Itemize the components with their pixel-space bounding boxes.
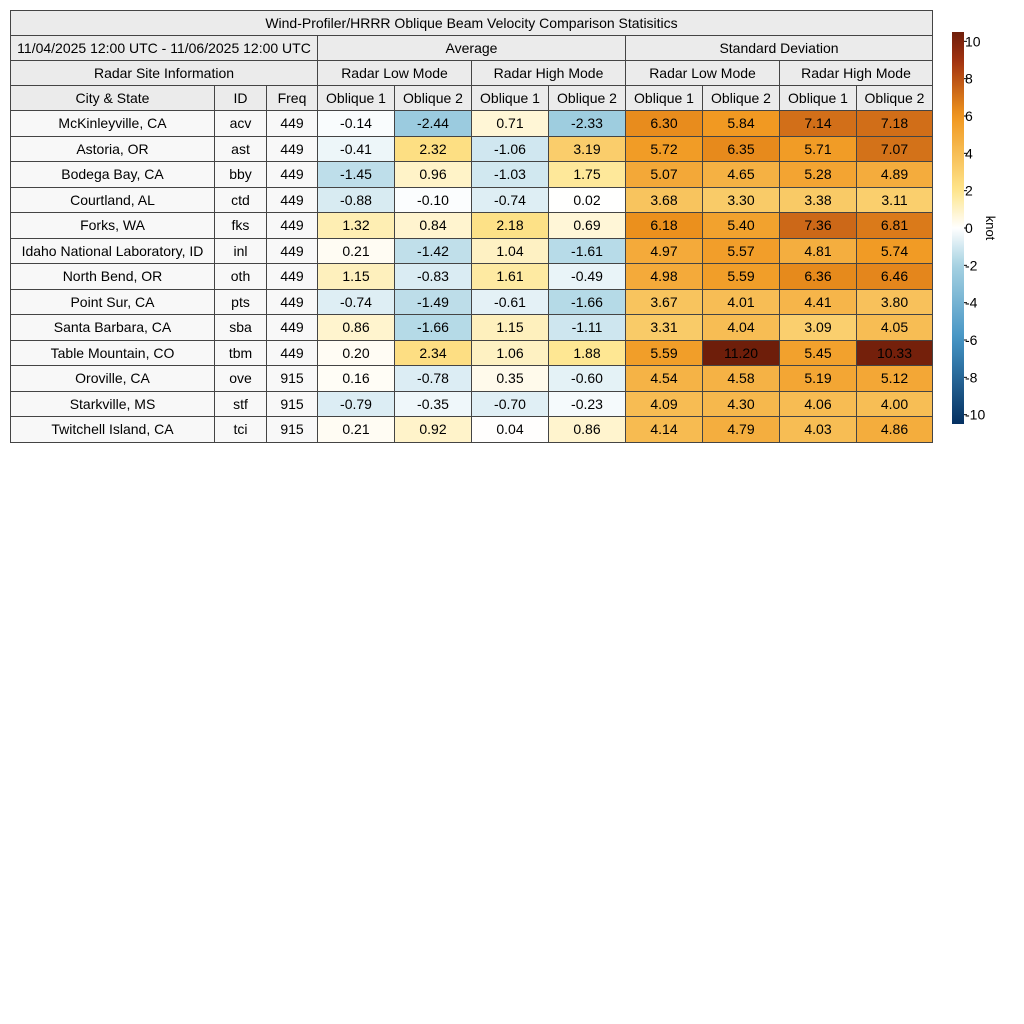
value-cell: -1.61 <box>549 238 626 264</box>
colorbar-tick-label: -8 <box>965 369 978 386</box>
value-cell: 5.84 <box>703 111 780 137</box>
value-cell: 6.81 <box>857 213 933 239</box>
table-row <box>11 289 933 315</box>
site-city: Courtland, AL <box>11 187 215 213</box>
site-id: fks <box>215 213 267 239</box>
mode-header: Radar Low Mode <box>318 61 472 86</box>
value-cell: 0.86 <box>318 315 395 341</box>
value-cell: 0.02 <box>549 187 626 213</box>
value-cell: -1.66 <box>395 315 472 341</box>
site-freq: 449 <box>267 264 318 290</box>
average-header: Average <box>318 36 626 61</box>
value-cell: 3.30 <box>703 187 780 213</box>
site-city: Idaho National Laboratory, ID <box>11 238 215 264</box>
value-cell: 0.21 <box>318 417 395 443</box>
site-freq: 449 <box>267 340 318 366</box>
value-cell: -1.42 <box>395 238 472 264</box>
value-cell: 1.15 <box>318 264 395 290</box>
value-cell: 7.36 <box>780 213 857 239</box>
value-cell: 6.30 <box>626 111 703 137</box>
value-cell: 1.06 <box>472 340 549 366</box>
table-row <box>11 213 933 239</box>
value-cell: 4.97 <box>626 238 703 264</box>
value-cell: 3.68 <box>626 187 703 213</box>
colorbar-tick-label: -2 <box>965 257 978 274</box>
site-city: North Bend, OR <box>11 264 215 290</box>
value-cell: 3.80 <box>857 289 933 315</box>
table-row <box>11 417 933 443</box>
value-cell: 1.61 <box>472 264 549 290</box>
site-city: Oroville, CA <box>11 366 215 392</box>
site-info-header: Radar Site Information <box>11 61 318 86</box>
value-cell: -0.74 <box>472 187 549 213</box>
value-cell: 3.09 <box>780 315 857 341</box>
column-header: Oblique 2 <box>703 86 780 111</box>
stats-table <box>10 10 933 443</box>
value-cell: 0.20 <box>318 340 395 366</box>
colorbar-tick-label: 0 <box>965 220 973 236</box>
value-cell: 4.05 <box>857 315 933 341</box>
value-cell: 5.72 <box>626 136 703 162</box>
value-cell: 5.12 <box>857 366 933 392</box>
site-id: pts <box>215 289 267 315</box>
mode-header: Radar Low Mode <box>626 61 780 86</box>
site-city: Astoria, OR <box>11 136 215 162</box>
site-id: inl <box>215 238 267 264</box>
value-cell: 4.41 <box>780 289 857 315</box>
column-header: ID <box>215 86 267 111</box>
value-cell: -0.23 <box>549 391 626 417</box>
value-cell: 5.59 <box>626 340 703 366</box>
mode-header: Radar High Mode <box>472 61 626 86</box>
value-cell: 5.59 <box>703 264 780 290</box>
column-header: Oblique 2 <box>549 86 626 111</box>
table-title: Wind-Profiler/HRRR Oblique Beam Velocity Comparison Statisitics <box>11 11 933 36</box>
value-cell: 5.40 <box>703 213 780 239</box>
value-cell: 7.18 <box>857 111 933 137</box>
site-id: tci <box>215 417 267 443</box>
std-dev-header: Standard Deviation <box>626 36 933 61</box>
value-cell: -0.70 <box>472 391 549 417</box>
column-header: City & State <box>11 86 215 111</box>
value-cell: 4.04 <box>703 315 780 341</box>
site-id: tbm <box>215 340 267 366</box>
table-row <box>11 136 933 162</box>
value-cell: 4.86 <box>857 417 933 443</box>
colorbar-tick-label: 6 <box>965 108 973 124</box>
table-row <box>11 315 933 341</box>
site-freq: 449 <box>267 111 318 137</box>
period-label: 11/04/2025 12:00 UTC - 11/06/2025 12:00 UTC <box>11 36 318 61</box>
colorbar-tick-label: 2 <box>965 182 973 199</box>
value-cell: 5.28 <box>780 162 857 188</box>
value-cell: -0.74 <box>318 289 395 315</box>
site-city: Santa Barbara, CA <box>11 315 215 341</box>
table-body <box>11 111 933 443</box>
site-freq: 915 <box>267 366 318 392</box>
value-cell: 10.33 <box>857 340 933 366</box>
value-cell: 2.34 <box>395 340 472 366</box>
value-cell: -0.10 <box>395 187 472 213</box>
value-cell: 1.04 <box>472 238 549 264</box>
colorbar-tick-label: -4 <box>965 294 978 311</box>
site-freq: 449 <box>267 136 318 162</box>
column-header: Oblique 1 <box>780 86 857 111</box>
column-header: Freq <box>267 86 318 111</box>
value-cell: -0.41 <box>318 136 395 162</box>
colorbar-tick-label: -6 <box>965 332 978 348</box>
value-cell: -0.60 <box>549 366 626 392</box>
colorbar <box>948 28 1018 438</box>
table-row <box>11 340 933 366</box>
value-cell: 4.98 <box>626 264 703 290</box>
site-freq: 449 <box>267 315 318 341</box>
value-cell: 0.04 <box>472 417 549 443</box>
value-cell: 0.71 <box>472 111 549 137</box>
site-id: ove <box>215 366 267 392</box>
colorbar-tick-label: 4 <box>965 145 973 162</box>
site-id: acv <box>215 111 267 137</box>
column-header: Oblique 1 <box>318 86 395 111</box>
table-row <box>11 264 933 290</box>
value-cell: -0.61 <box>472 289 549 315</box>
value-cell: 2.18 <box>472 213 549 239</box>
site-freq: 449 <box>267 289 318 315</box>
site-city: Forks, WA <box>11 213 215 239</box>
site-city: Point Sur, CA <box>11 289 215 315</box>
value-cell: 0.84 <box>395 213 472 239</box>
colorbar-tick-label: 8 <box>965 70 973 87</box>
value-cell: 1.75 <box>549 162 626 188</box>
value-cell: 4.03 <box>780 417 857 443</box>
value-cell: 6.35 <box>703 136 780 162</box>
value-cell: 3.31 <box>626 315 703 341</box>
value-cell: -1.49 <box>395 289 472 315</box>
table-row <box>11 366 933 392</box>
column-header: Oblique 1 <box>472 86 549 111</box>
value-cell: -1.06 <box>472 136 549 162</box>
site-id: oth <box>215 264 267 290</box>
value-cell: -0.88 <box>318 187 395 213</box>
value-cell: -1.03 <box>472 162 549 188</box>
value-cell: 0.86 <box>549 417 626 443</box>
value-cell: 0.21 <box>318 238 395 264</box>
site-freq: 449 <box>267 187 318 213</box>
site-freq: 915 <box>267 417 318 443</box>
value-cell: -0.49 <box>549 264 626 290</box>
value-cell: 5.57 <box>703 238 780 264</box>
value-cell: 5.07 <box>626 162 703 188</box>
site-city: Twitchell Island, CA <box>11 417 215 443</box>
value-cell: 5.74 <box>857 238 933 264</box>
site-city: Bodega Bay, CA <box>11 162 215 188</box>
value-cell: 0.69 <box>549 213 626 239</box>
value-cell: -2.33 <box>549 111 626 137</box>
value-cell: 6.18 <box>626 213 703 239</box>
value-cell: 4.89 <box>857 162 933 188</box>
value-cell: 5.71 <box>780 136 857 162</box>
value-cell: -0.83 <box>395 264 472 290</box>
value-cell: 11.20 <box>703 340 780 366</box>
site-freq: 449 <box>267 162 318 188</box>
table-row <box>11 111 933 137</box>
value-cell: 1.15 <box>472 315 549 341</box>
mode-header: Radar High Mode <box>780 61 933 86</box>
value-cell: 4.01 <box>703 289 780 315</box>
site-freq: 449 <box>267 213 318 239</box>
site-id: ctd <box>215 187 267 213</box>
value-cell: 1.32 <box>318 213 395 239</box>
value-cell: 4.14 <box>626 417 703 443</box>
column-header-row <box>11 86 933 111</box>
value-cell: -2.44 <box>395 111 472 137</box>
table-row <box>11 238 933 264</box>
value-cell: -1.11 <box>549 315 626 341</box>
site-id: ast <box>215 136 267 162</box>
site-freq: 449 <box>267 238 318 264</box>
value-cell: 7.14 <box>780 111 857 137</box>
value-cell: 0.96 <box>395 162 472 188</box>
column-header: Oblique 2 <box>395 86 472 111</box>
site-city: Table Mountain, CO <box>11 340 215 366</box>
value-cell: -0.78 <box>395 366 472 392</box>
value-cell: 6.46 <box>857 264 933 290</box>
value-cell: 0.16 <box>318 366 395 392</box>
site-id: sba <box>215 315 267 341</box>
value-cell: 4.79 <box>703 417 780 443</box>
value-cell: 0.35 <box>472 366 549 392</box>
colorbar-label: knot <box>983 215 998 241</box>
value-cell: 3.38 <box>780 187 857 213</box>
value-cell: 4.81 <box>780 238 857 264</box>
site-city: McKinleyville, CA <box>11 111 215 137</box>
value-cell: -1.45 <box>318 162 395 188</box>
table-row <box>11 162 933 188</box>
value-cell: -0.35 <box>395 391 472 417</box>
site-city: Starkville, MS <box>11 391 215 417</box>
value-cell: -0.14 <box>318 111 395 137</box>
value-cell: -0.79 <box>318 391 395 417</box>
value-cell: 3.19 <box>549 136 626 162</box>
value-cell: 5.45 <box>780 340 857 366</box>
value-cell: 4.30 <box>703 391 780 417</box>
value-cell: 7.07 <box>857 136 933 162</box>
value-cell: 2.32 <box>395 136 472 162</box>
column-header: Oblique 2 <box>857 86 933 111</box>
value-cell: 4.65 <box>703 162 780 188</box>
site-freq: 915 <box>267 391 318 417</box>
value-cell: 1.88 <box>549 340 626 366</box>
value-cell: 4.09 <box>626 391 703 417</box>
table-row <box>11 187 933 213</box>
value-cell: 4.58 <box>703 366 780 392</box>
value-cell: 6.36 <box>780 264 857 290</box>
site-id: stf <box>215 391 267 417</box>
value-cell: 4.06 <box>780 391 857 417</box>
column-header: Oblique 1 <box>626 86 703 111</box>
value-cell: 4.54 <box>626 366 703 392</box>
value-cell: 3.11 <box>857 187 933 213</box>
value-cell: -1.66 <box>549 289 626 315</box>
value-cell: 5.19 <box>780 366 857 392</box>
value-cell: 4.00 <box>857 391 933 417</box>
table-row <box>11 391 933 417</box>
colorbar-gradient <box>952 32 964 424</box>
colorbar-tick-label: -10 <box>965 406 986 423</box>
value-cell: 0.92 <box>395 417 472 443</box>
value-cell: 3.67 <box>626 289 703 315</box>
colorbar-tick-label: 10 <box>965 33 981 50</box>
colorbar-ticks <box>964 33 985 422</box>
site-id: bby <box>215 162 267 188</box>
